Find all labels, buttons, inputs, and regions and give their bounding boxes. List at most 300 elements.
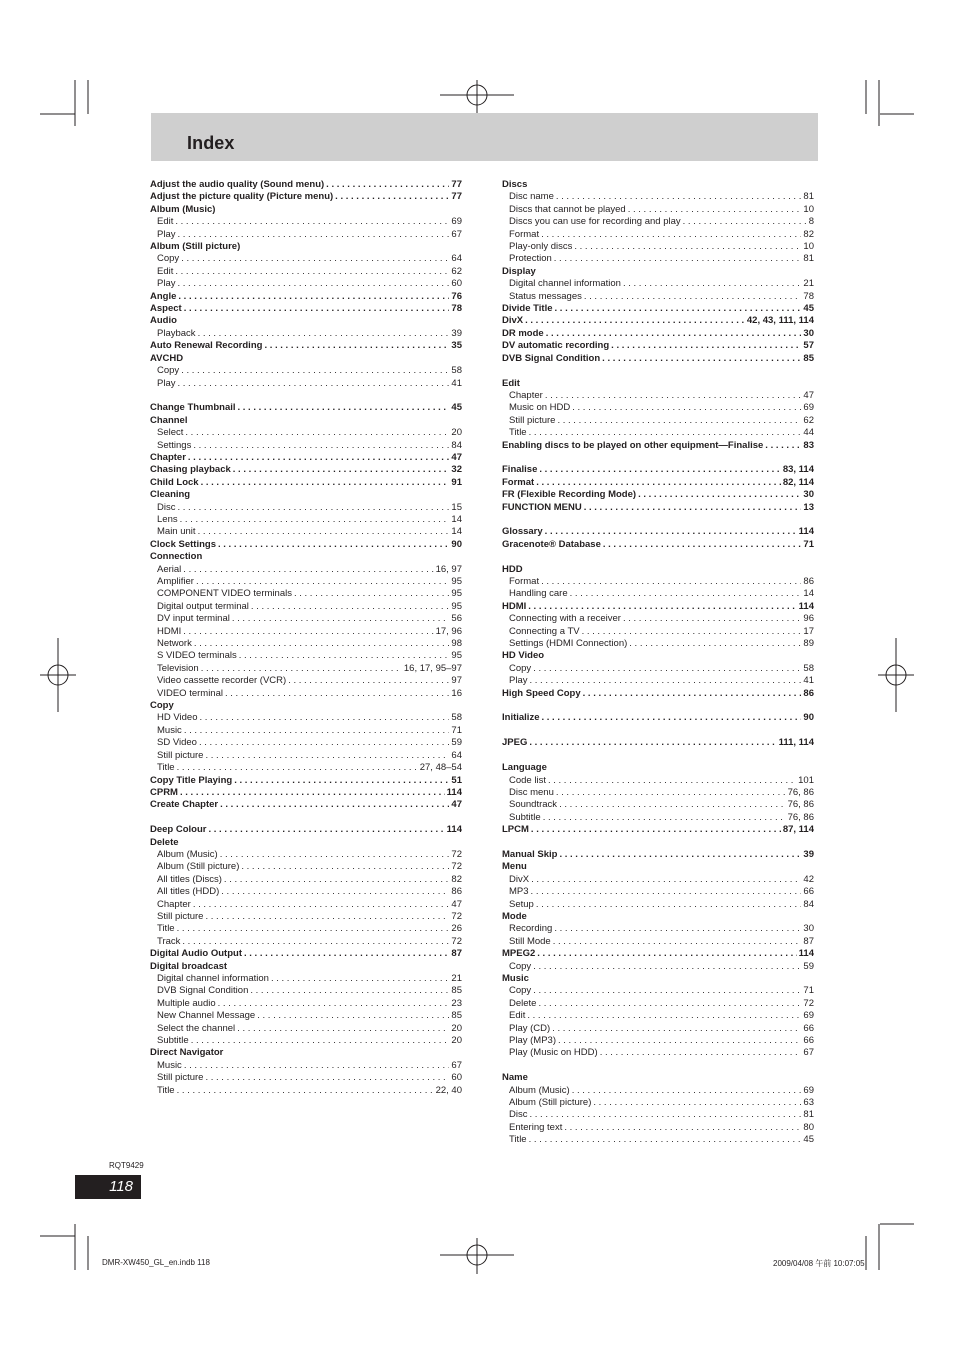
index-entry xyxy=(150,241,462,253)
dot-leader xyxy=(177,378,449,390)
dot-leader xyxy=(623,278,801,290)
dot-leader xyxy=(178,291,449,303)
index-subentry xyxy=(502,278,814,290)
index-subentry xyxy=(150,985,462,997)
entry-term: Protection xyxy=(509,253,552,265)
dot-leader xyxy=(556,191,802,203)
index-spacer xyxy=(502,837,814,849)
index-entry xyxy=(502,179,814,191)
entry-page-ref: 114 xyxy=(446,786,462,798)
entry-term: Play xyxy=(157,377,176,389)
entry-page-ref: 64 xyxy=(451,749,462,761)
dot-leader xyxy=(525,315,745,327)
dot-leader xyxy=(271,973,449,985)
entry-term: DR mode xyxy=(502,327,544,339)
dot-leader xyxy=(603,539,802,551)
index-entry xyxy=(502,911,814,923)
dot-leader xyxy=(185,427,449,439)
dot-leader xyxy=(558,1035,801,1047)
dot-leader xyxy=(198,328,450,340)
entry-term: Select the channel xyxy=(157,1022,236,1034)
index-spacer xyxy=(150,812,462,824)
file-info: DMR-XW450_GL_en.indb 118 xyxy=(102,1258,210,1267)
dot-leader xyxy=(177,502,449,514)
entry-page-ref: 95 xyxy=(451,576,462,587)
index-subentry xyxy=(150,216,462,228)
index-entry xyxy=(502,849,814,861)
entry-term: Multiple audio xyxy=(157,997,216,1009)
index-entry xyxy=(502,762,814,774)
entry-term: Play xyxy=(509,675,528,687)
index-entry xyxy=(150,353,462,365)
dot-leader xyxy=(602,353,801,365)
index-subentry xyxy=(502,985,814,997)
entry-page-ref: 83 xyxy=(803,439,814,451)
dot-leader xyxy=(183,626,433,638)
entry-term: Digital output terminal xyxy=(157,600,249,612)
index-subentry xyxy=(502,1085,814,1097)
entry-page-ref: 86 xyxy=(451,886,462,898)
entry-term: Main unit xyxy=(157,526,196,538)
index-subentry xyxy=(502,626,814,638)
index-subentry xyxy=(150,328,462,340)
entry-page-ref: 58 xyxy=(451,712,462,724)
dot-leader xyxy=(194,638,450,650)
index-subentry xyxy=(150,378,462,390)
entry-page-ref: 69 xyxy=(803,402,814,414)
dot-leader xyxy=(257,1010,449,1022)
entry-term: Initialize xyxy=(502,712,540,724)
entry-term: Title xyxy=(157,923,175,935)
index-subentry xyxy=(502,936,814,948)
index-subentry xyxy=(502,874,814,886)
entry-term: Music on HDD xyxy=(509,402,571,414)
index-entry xyxy=(502,378,814,390)
index-entry xyxy=(502,601,814,613)
index-subentry xyxy=(150,712,462,724)
dot-leader xyxy=(536,477,781,489)
entry-page-ref: 85 xyxy=(451,985,462,997)
dot-leader xyxy=(541,712,801,724)
entry-term: Play-only discs xyxy=(509,241,573,253)
entry-page-ref: 21 xyxy=(451,973,462,984)
entry-term: Television xyxy=(157,662,199,674)
entry-term: Soundtrack xyxy=(509,799,558,811)
entry-term: Settings xyxy=(157,439,192,451)
dot-leader xyxy=(183,564,433,576)
index-subentry xyxy=(502,291,814,303)
index-subentry xyxy=(150,626,462,638)
index-entry xyxy=(150,1047,462,1059)
index-subentry xyxy=(502,923,814,935)
entry-term: Disc xyxy=(157,501,176,513)
entry-page-ref: 71 xyxy=(803,538,814,550)
index-entry xyxy=(502,948,814,960)
entry-page-ref: 14 xyxy=(451,526,462,538)
entry-term: COMPONENT VIDEO terminals xyxy=(157,588,292,600)
entry-term: Title xyxy=(509,427,527,439)
dot-leader xyxy=(233,464,450,476)
entry-term: Disc menu xyxy=(509,786,554,798)
dot-leader xyxy=(533,961,801,973)
entry-term: HDMI xyxy=(157,625,182,637)
index-subentry xyxy=(502,1097,814,1109)
dot-leader xyxy=(545,390,802,402)
entry-term: Video cassette recorder (VCR) xyxy=(157,675,287,687)
entry-term: Language xyxy=(502,762,547,774)
entry-page-ref: 114 xyxy=(798,600,814,612)
dot-leader xyxy=(205,911,449,923)
dot-leader xyxy=(175,266,449,278)
index-entry xyxy=(502,861,814,873)
entry-page-ref: 71 xyxy=(803,985,814,997)
entry-term: FUNCTION MENU xyxy=(502,501,582,513)
entry-page-ref: 77 xyxy=(451,179,462,190)
entry-page-ref: 59 xyxy=(803,960,814,972)
entry-term: Delete xyxy=(509,997,537,1009)
index-entry xyxy=(150,452,462,464)
index-subentry xyxy=(502,241,814,253)
entry-page-ref: 81 xyxy=(803,1109,814,1121)
index-spacer xyxy=(150,390,462,402)
index-entry xyxy=(502,688,814,700)
dot-leader xyxy=(527,1010,801,1022)
entry-term: VIDEO terminal xyxy=(157,687,223,699)
dot-leader xyxy=(220,849,450,861)
entry-page-ref: 23 xyxy=(451,997,462,1009)
index-subentry xyxy=(150,1072,462,1084)
entry-page-ref: 69 xyxy=(803,1010,814,1022)
index-subentry xyxy=(502,576,814,588)
dot-leader xyxy=(583,688,802,700)
dot-leader xyxy=(531,824,781,836)
index-entry xyxy=(502,266,814,278)
entry-page-ref: 95 xyxy=(451,600,462,612)
index-entry xyxy=(502,489,814,501)
print-timestamp: 2009/04/08 午前 10:07:05 xyxy=(773,1259,865,1268)
entry-term: CPRM xyxy=(150,786,178,798)
index-subentry xyxy=(502,886,814,898)
dot-leader xyxy=(584,502,802,514)
entry-page-ref: 30 xyxy=(803,489,814,501)
entry-term: Aerial xyxy=(157,563,182,575)
dot-leader xyxy=(555,303,802,315)
entry-page-ref: 98 xyxy=(451,638,462,650)
entry-term: Play xyxy=(157,228,176,240)
index-entry xyxy=(150,551,462,563)
dot-leader xyxy=(572,1085,802,1097)
entry-page-ref: 62 xyxy=(803,414,814,426)
dot-leader xyxy=(559,799,786,811)
entry-term: Code list xyxy=(509,774,546,786)
entry-page-ref: 91 xyxy=(451,476,462,488)
dot-leader xyxy=(628,204,802,216)
entry-page-ref: 81 xyxy=(803,191,814,203)
entry-page-ref: 114 xyxy=(798,526,814,538)
entry-page-ref: 67 xyxy=(451,1059,462,1071)
entry-page-ref: 69 xyxy=(803,1084,814,1096)
entry-term: Title xyxy=(157,762,175,774)
dot-leader xyxy=(191,1035,450,1047)
entry-page-ref: 77 xyxy=(451,191,462,203)
index-entry xyxy=(502,650,814,662)
entry-page-ref: 42 xyxy=(803,873,814,885)
entry-page-ref: 72 xyxy=(451,848,462,860)
index-subentry xyxy=(150,1010,462,1022)
dot-leader xyxy=(564,1122,801,1134)
entry-page-ref: 22, 40 xyxy=(435,1084,462,1096)
entry-term: Select xyxy=(157,427,184,439)
entry-page-ref: 96 xyxy=(803,613,814,625)
dot-leader xyxy=(582,626,802,638)
index-subentry xyxy=(502,390,814,402)
entry-page-ref: 63 xyxy=(803,1097,814,1109)
dot-leader xyxy=(181,365,449,377)
entry-term: Still Mode xyxy=(509,935,551,947)
index-subentry xyxy=(150,638,462,650)
entry-term: Title xyxy=(157,1084,175,1096)
page-number-box xyxy=(75,1175,141,1199)
dot-leader xyxy=(593,1097,801,1109)
index-subentry xyxy=(150,278,462,290)
index-entry xyxy=(150,539,462,551)
entry-term: Still picture xyxy=(509,414,556,426)
index-subentry xyxy=(502,812,814,824)
entry-term: Amplifier xyxy=(157,576,194,587)
entry-term: Album (Still picture) xyxy=(157,861,240,873)
index-entry xyxy=(502,973,814,985)
index-subentry xyxy=(150,1023,462,1035)
index-entry xyxy=(150,303,462,315)
entry-term: AVCHD xyxy=(150,352,184,364)
dot-leader xyxy=(531,886,802,898)
index-subentry xyxy=(150,440,462,452)
entry-page-ref: 72 xyxy=(451,910,462,922)
dot-leader xyxy=(199,737,449,749)
entry-page-ref: 86 xyxy=(803,576,814,587)
entry-term: Angle xyxy=(150,290,177,302)
dot-leader xyxy=(177,278,449,290)
index-subentry xyxy=(502,191,814,203)
index-subentry xyxy=(502,663,814,675)
entry-term: Subtitle xyxy=(509,811,541,823)
entry-term: Entering text xyxy=(509,1121,563,1133)
index-column-right xyxy=(502,179,814,1147)
entry-term: LPCM xyxy=(502,824,529,836)
entry-term: DVB Signal Condition xyxy=(502,352,601,364)
dot-leader xyxy=(225,688,449,700)
index-entry xyxy=(150,787,462,799)
entry-page-ref: 17 xyxy=(803,625,814,637)
entry-term: Aspect xyxy=(150,303,182,315)
entry-term: Format xyxy=(509,228,540,240)
dot-leader xyxy=(182,936,449,948)
entry-term: Copy xyxy=(509,985,532,997)
index-subentry xyxy=(150,526,462,538)
entry-term: Music xyxy=(157,724,182,736)
entry-term: Chapter xyxy=(509,389,543,401)
entry-page-ref: 57 xyxy=(803,340,814,352)
entry-term: Track xyxy=(157,935,181,947)
entry-term: Still picture xyxy=(157,910,204,922)
index-entry xyxy=(502,477,814,489)
entry-page-ref: 20 xyxy=(451,427,462,439)
entry-term: Discs that cannot be played xyxy=(509,203,626,215)
entry-term: HDD xyxy=(502,563,523,575)
index-entry xyxy=(502,564,814,576)
entry-page-ref: 95 xyxy=(451,650,462,662)
dot-leader xyxy=(181,253,449,265)
entry-page-ref: 86 xyxy=(803,687,814,699)
index-entry xyxy=(502,824,814,836)
entry-page-ref: 16, 97 xyxy=(435,563,462,575)
index-subentry xyxy=(150,911,462,923)
dot-leader xyxy=(629,638,801,650)
index-entry xyxy=(502,737,814,749)
dot-leader xyxy=(238,402,450,414)
entry-page-ref: 45 xyxy=(803,1134,814,1146)
entry-term: Direct Navigator xyxy=(150,1047,224,1059)
entry-page-ref: 27, 48–54 xyxy=(419,762,462,774)
entry-term: Copy xyxy=(157,365,180,377)
dot-leader xyxy=(533,663,801,675)
entry-term: Setup xyxy=(509,898,534,910)
entry-page-ref: 114 xyxy=(446,824,462,836)
entry-term: Digital Audio Output xyxy=(150,948,242,960)
dot-leader xyxy=(529,1134,802,1146)
index-subentry xyxy=(150,936,462,948)
entry-page-ref: 60 xyxy=(451,1072,462,1084)
index-entry xyxy=(150,775,462,787)
dot-leader xyxy=(177,229,449,241)
entry-page-ref: 20 xyxy=(451,1022,462,1034)
index-subentry xyxy=(502,799,814,811)
entry-term: Chapter xyxy=(150,451,186,463)
entry-term: HD Video xyxy=(502,650,545,662)
entry-term: Create Chapter xyxy=(150,799,219,811)
entry-term: Still picture xyxy=(157,749,204,761)
index-subentry xyxy=(150,762,462,774)
entry-page-ref: 82, 114 xyxy=(782,476,814,488)
entry-term: JPEG xyxy=(502,737,528,749)
entry-page-ref: 87 xyxy=(451,948,462,960)
entry-term: Adjust the picture quality (Picture menu) xyxy=(150,191,334,203)
index-spacer xyxy=(502,365,814,377)
entry-term: FR (Flexible Recording Mode) xyxy=(502,489,637,501)
index-subentry xyxy=(150,973,462,985)
entry-page-ref: 67 xyxy=(451,228,462,240)
entry-page-ref: 67 xyxy=(803,1047,814,1059)
dot-leader xyxy=(220,799,449,811)
dot-leader xyxy=(537,948,796,960)
entry-page-ref: 41 xyxy=(803,675,814,687)
dot-leader xyxy=(208,824,444,836)
entry-term: Network xyxy=(157,638,192,650)
entry-page-ref: 83, 114 xyxy=(782,464,814,476)
dot-leader xyxy=(574,241,801,253)
index-entry xyxy=(502,1072,814,1084)
index-subentry xyxy=(150,253,462,265)
dot-leader xyxy=(557,415,801,427)
entry-term: DivX xyxy=(509,873,530,885)
entry-page-ref: 56 xyxy=(451,613,462,625)
index-subentry xyxy=(502,787,814,799)
entry-term: Handling care xyxy=(509,588,568,600)
entry-term: Connecting a TV xyxy=(509,625,580,637)
index-subentry xyxy=(502,998,814,1010)
index-subentry xyxy=(150,266,462,278)
dot-leader xyxy=(538,998,801,1010)
dot-leader xyxy=(584,291,802,303)
dot-leader xyxy=(533,985,801,997)
dot-leader xyxy=(175,216,449,228)
entry-page-ref: 59 xyxy=(451,737,462,749)
entry-term: Album (Music) xyxy=(509,1084,570,1096)
index-entry xyxy=(150,700,462,712)
entry-page-ref: 72 xyxy=(451,861,462,873)
entry-term: All titles (Discs) xyxy=(157,873,222,885)
index-entry xyxy=(502,328,814,340)
dot-leader xyxy=(201,477,450,489)
entry-page-ref: 39 xyxy=(803,848,814,860)
dot-leader xyxy=(529,1109,801,1121)
entry-term: Copy xyxy=(157,253,180,265)
index-entry xyxy=(150,837,462,849)
index-entry xyxy=(150,291,462,303)
index-subentry xyxy=(502,253,814,265)
entry-term: Edit xyxy=(509,1010,526,1022)
entry-term: Edit xyxy=(502,377,520,389)
entry-page-ref: 82 xyxy=(451,873,462,885)
entry-page-ref: 30 xyxy=(803,327,814,339)
index-subentry xyxy=(502,1023,814,1035)
entry-term: Cleaning xyxy=(150,489,191,501)
dot-leader xyxy=(548,775,796,787)
index-subentry xyxy=(502,229,814,241)
entry-page-ref: 51 xyxy=(451,774,462,786)
index-spacer xyxy=(502,725,814,737)
entry-term: Edit xyxy=(157,216,174,228)
entry-page-ref: 85 xyxy=(451,1010,462,1022)
index-subentry xyxy=(502,775,814,787)
entry-term: Glossary xyxy=(502,526,543,538)
entry-page-ref: 47 xyxy=(451,451,462,463)
entry-term: Format xyxy=(502,476,535,488)
index-subentry xyxy=(150,1085,462,1097)
entry-term: Playback xyxy=(157,327,196,339)
index-subentry xyxy=(150,514,462,526)
entry-page-ref: 72 xyxy=(451,935,462,947)
entry-term: Digital channel information xyxy=(157,973,269,984)
index-subentry xyxy=(150,601,462,613)
entry-term: Change Thumbnail xyxy=(150,402,236,414)
entry-page-ref: 32 xyxy=(451,464,462,476)
index-subentry xyxy=(150,688,462,700)
dot-leader xyxy=(531,874,801,886)
entry-page-ref: 10 xyxy=(803,203,814,215)
dot-leader xyxy=(180,514,450,526)
dot-leader xyxy=(218,998,450,1010)
entry-term: Status messages xyxy=(509,290,582,302)
entry-page-ref: 39 xyxy=(451,327,462,339)
entry-page-ref: 42, 43, 111, 114 xyxy=(746,315,814,327)
dot-leader xyxy=(177,762,418,774)
entry-page-ref: 89 xyxy=(803,638,814,650)
dot-leader xyxy=(237,1023,449,1035)
index-subentry xyxy=(150,663,462,675)
dot-leader xyxy=(611,340,801,352)
index-subentry xyxy=(150,886,462,898)
